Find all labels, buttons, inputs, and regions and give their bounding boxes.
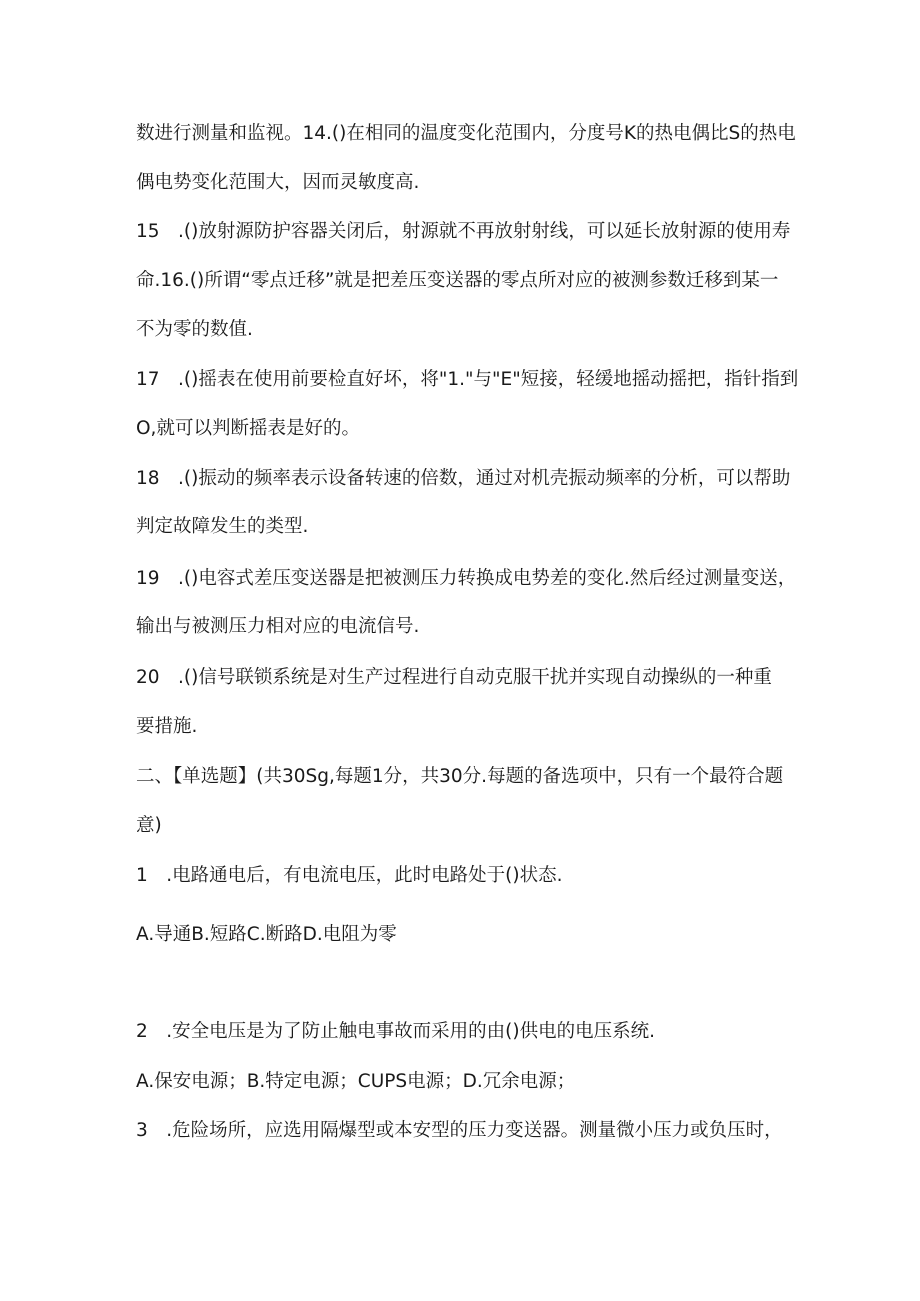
text-line: 15 .()放射源防护容器关闭后，射源就不再放射射线，可以延长放射源的使用寿 (136, 221, 791, 242)
question-text: 1 .电路通电后，有电流电压，此时电路处于()状态. (136, 865, 563, 886)
text-line: 判定故障发生的类型. (136, 516, 309, 537)
answer-options: A.保安电源；B.特定电源；CUPS电源；D.冗余电源； (136, 1071, 576, 1092)
text-line: 不为零的数值. (136, 319, 253, 340)
question-text: 3 .危险场所，应选用隔爆型或本安型的压力变送器。测量微小压力或负压时， (136, 1120, 783, 1141)
text-line: 20 .()信号联锁系统是对生产过程进行自动克服干扰并实现自动操纵的一种重 (136, 667, 772, 688)
text-line: 输出与被测压力相对应的电流信号. (136, 616, 420, 637)
text-line: 17 .()摇表在使用前要检直好坏，将"1."与"E"短接，轻缓地摇动摇把，指针指到 (136, 369, 799, 390)
answer-options: A.导通B.短路C.断路D.电阻为零 (136, 924, 397, 945)
text-line: 数进行测量和监视。14.()在相同的温度变化范围内，分度号K的热电偶比S的热电 (136, 123, 796, 144)
text-line: 要措施. (136, 716, 198, 737)
text-line: O,就可以判断摇表是好的。 (136, 418, 360, 439)
section-heading: 二、【单选题】(共30Sg,每题1分，共30分.每题的备选项中，只有一个最符合题 (136, 766, 784, 787)
text-line: 意) (136, 815, 162, 836)
text-line: 19 .()电容式差压变送器是把被测压力转换成电势差的变化.然后经过测量变送， (136, 568, 797, 589)
question-text: 2 .安全电压是为了防止触电事故而采用的由()供电的电压系统. (136, 1021, 655, 1042)
text-line: 18 .()振动的频率表示设备转速的倍数，通过对机壳振动频率的分析，可以帮助 (136, 468, 791, 489)
text-line: 偶电势变化范围大，因而灵敏度高. (136, 172, 420, 193)
text-line: 命.16.()所谓“零点迁移”就是把差压变送器的零点所对应的被测参数迁移到某一 (136, 270, 779, 291)
